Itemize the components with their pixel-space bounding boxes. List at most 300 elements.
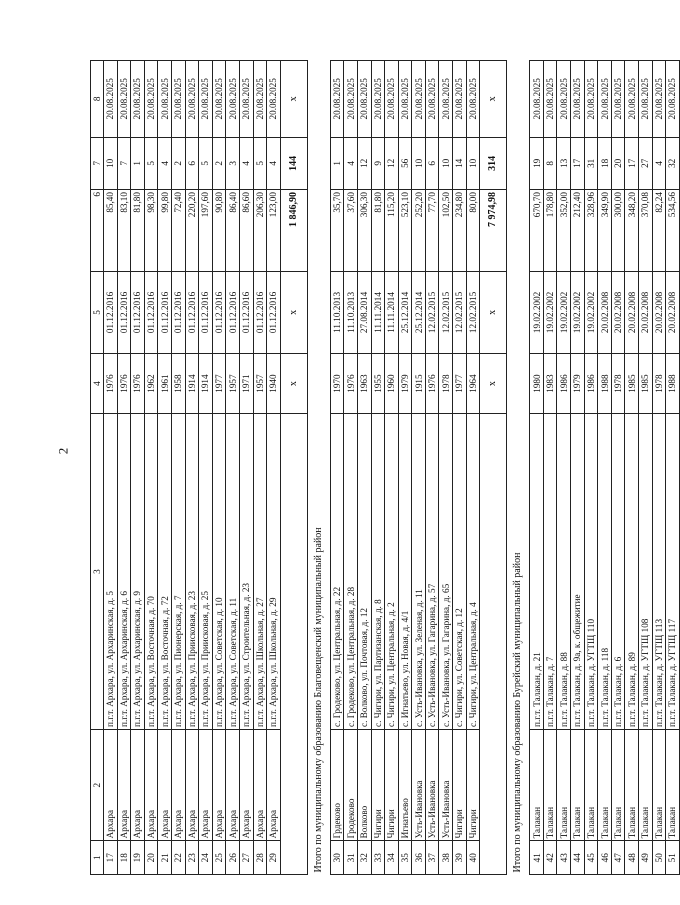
area-cell: 234,80 [453, 190, 467, 272]
row-number-cell: 26 [226, 841, 240, 875]
relocation-date-cell: 20.08.2025 [425, 61, 439, 138]
build-year-cell: 1977 [453, 353, 467, 413]
area-cell: 670,70 [530, 190, 544, 272]
recognition-date-cell: 20.02.2008 [639, 271, 653, 353]
relocation-date-cell: 20.08.2025 [171, 61, 185, 138]
total-blag [480, 61, 530, 875]
header-col-1: 1 [91, 841, 104, 875]
row-number-cell: 38 [439, 841, 453, 875]
area-cell: 86,40 [226, 190, 240, 272]
relocation-date-cell: 20.08.2025 [185, 61, 199, 138]
area-cell: 523,10 [398, 190, 412, 272]
relocation-date-cell: 20.08.2025 [557, 61, 571, 138]
relocation-date-cell: 20.08.2025 [652, 61, 666, 138]
total-label [480, 414, 507, 875]
table-row [104, 61, 118, 875]
build-year-cell: 1976 [117, 353, 131, 413]
header-col-8: 8 [91, 61, 104, 138]
table-row [185, 61, 199, 875]
recognition-date-cell: 12.02.2015 [453, 271, 467, 353]
row-number-cell: 46 [598, 841, 612, 875]
area-cell: 328,96 [584, 190, 598, 272]
section-title-row [507, 61, 530, 875]
table-row [171, 61, 185, 875]
address-cell: п.г.т. Талакан, д. 88 [557, 414, 571, 730]
recognition-date-cell: 01.12.2016 [104, 271, 118, 353]
table-row [385, 61, 399, 875]
settlement-cell: Чигири [385, 729, 399, 840]
address-cell: с. Усть-Ивановка, ул. Гагарина, д. 57 [425, 414, 439, 730]
area-cell: 178,80 [543, 190, 557, 272]
row-number-cell: 30 [330, 841, 344, 875]
table-row [267, 61, 281, 875]
address-cell: п.г.т. Талакан, д. УГТЩ 113 [652, 414, 666, 730]
address-cell: с. Волково, ул. Почтовая, д. 12 [357, 414, 371, 730]
residents-cell: 1 [131, 137, 145, 189]
settlement-cell: Усть-Ивановка [439, 729, 453, 840]
relocation-date-cell: 20.08.2025 [131, 61, 145, 138]
relocation-date-cell: 20.08.2025 [226, 61, 240, 138]
area-cell: 102,50 [439, 190, 453, 272]
row-number-cell: 41 [530, 841, 544, 875]
row-number-cell: 43 [557, 841, 571, 875]
area-cell: 99,80 [158, 190, 172, 272]
residents-cell: 14 [453, 137, 467, 189]
settlement-cell: Чигири [466, 729, 480, 840]
build-year-cell: 1914 [199, 353, 213, 413]
settlement-cell: Талакан [652, 729, 666, 840]
area-cell: 348,20 [625, 190, 639, 272]
row-number-cell: 45 [584, 841, 598, 875]
recognition-date-cell: 25.12.2014 [412, 271, 426, 353]
area-cell: 123,00 [267, 190, 281, 272]
build-year-cell: 1961 [158, 353, 172, 413]
table-row [226, 61, 240, 875]
total-label [280, 414, 307, 875]
settlement-cell: Архара [267, 729, 281, 840]
build-year-cell: 1986 [584, 353, 598, 413]
address-cell: п.г.т. Архара, ул. Строительная, д. 23 [239, 414, 253, 730]
address-cell: п.г.т. Архара, ул. Советская, д. 11 [226, 414, 240, 730]
address-cell: п.г.т. Талакан, д. 21 [530, 414, 544, 730]
row-number-cell: 22 [171, 841, 185, 875]
settlement-cell: Чигири [453, 729, 467, 840]
table-row [117, 61, 131, 875]
page-number: 2 [55, 447, 71, 455]
row-number-cell: 47 [611, 841, 625, 875]
build-year-cell: 1988 [666, 353, 680, 413]
relocation-date-cell: 20.08.2025 [625, 61, 639, 138]
header-row [91, 61, 104, 875]
recognition-date-cell: 01.12.2016 [185, 271, 199, 353]
residents-cell: 12 [385, 137, 399, 189]
relocation-date-cell: 20.08.2025 [598, 61, 612, 138]
residents-cell: 4 [158, 137, 172, 189]
area-cell: 206,30 [253, 190, 267, 272]
recognition-date-cell: 11.10.2013 [344, 271, 358, 353]
settlement-cell: Талакан [639, 729, 653, 840]
build-year-cell: 1964 [466, 353, 480, 413]
row-number-cell: 37 [425, 841, 439, 875]
total-year: х [480, 353, 507, 413]
address-cell: с. Усть-Ивановка, ул. Зеленая, д. 11 [412, 414, 426, 730]
address-cell: п.г.т. Архара, ул. Восточная, д. 72 [158, 414, 172, 730]
table-row [598, 61, 612, 875]
residents-cell: 10 [412, 137, 426, 189]
relocation-date-cell: 20.08.2025 [439, 61, 453, 138]
recognition-date-cell: 19.02.2002 [571, 271, 585, 353]
residents-cell: 12 [357, 137, 371, 189]
row-number-cell: 20 [144, 841, 158, 875]
settlement-cell: Архара [158, 729, 172, 840]
header-col-4: 4 [91, 353, 104, 413]
recognition-date-cell: 19.02.2002 [543, 271, 557, 353]
settlement-cell: Архара [185, 729, 199, 840]
residents-cell: 32 [666, 137, 680, 189]
header-col-6: 6 [91, 190, 104, 272]
recognition-date-cell: 19.02.2002 [584, 271, 598, 353]
relocation-date-cell: 20.08.2025 [267, 61, 281, 138]
address-cell: п.г.т. Архара, ул. Восточная, д. 70 [144, 414, 158, 730]
row-number-cell: 21 [158, 841, 172, 875]
address-cell: п.г.т. Талакан, д. УГТЩ 110 [584, 414, 598, 730]
table-row [666, 61, 680, 875]
total-area: 1 846,90 [280, 190, 307, 272]
recognition-date-cell: 01.12.2016 [267, 271, 281, 353]
row-number-cell: 24 [199, 841, 213, 875]
address-cell: п.г.т. Талакан, д. УГТЩ 117 [666, 414, 680, 730]
area-cell: 72,40 [171, 190, 185, 272]
area-cell: 306,30 [357, 190, 371, 272]
relocation-date-cell: 20.08.2025 [611, 61, 625, 138]
recognition-date-cell: 01.12.2016 [226, 271, 240, 353]
build-year-cell: 1963 [357, 353, 371, 413]
section-title-blag: Итого по муниципальному образованию Благовещенский муниципальный район [312, 527, 324, 873]
relocation-date-cell: 20.08.2025 [330, 61, 344, 138]
total-date: х [480, 271, 507, 353]
settlement-cell: Архара [199, 729, 213, 840]
relocation-date-cell: 20.08.2025 [571, 61, 585, 138]
row-number-cell: 27 [239, 841, 253, 875]
table-row [466, 61, 480, 875]
row-number-cell: 51 [666, 841, 680, 875]
relocation-date-cell: 20.08.2025 [371, 61, 385, 138]
residents-cell: 4 [344, 137, 358, 189]
settlement-cell: Грдеково [330, 729, 344, 840]
total-area: 7 974,98 [480, 190, 507, 272]
area-cell: 197,60 [199, 190, 213, 272]
settlement-cell: Архара [253, 729, 267, 840]
residents-cell: 5 [144, 137, 158, 189]
relocation-date-cell: 20.08.2025 [357, 61, 371, 138]
table-row [439, 61, 453, 875]
row-number-cell: 19 [131, 841, 145, 875]
residents-cell: 7 [117, 137, 131, 189]
total-people: 144 [280, 137, 307, 189]
row-number-cell: 42 [543, 841, 557, 875]
address-cell: с. Усть-Ивановка, ул. Гагарина, д. 65 [439, 414, 453, 730]
build-year-cell: 1976 [131, 353, 145, 413]
table-row [557, 61, 571, 875]
table-row [131, 61, 145, 875]
residents-cell: 18 [598, 137, 612, 189]
relocation-date-cell: 20.08.2025 [158, 61, 172, 138]
section-title-bur: Итого по муниципальному образованию Бурейский муниципальный район [512, 552, 524, 873]
settlement-cell: Гродеково [344, 729, 358, 840]
residents-cell: 1 [330, 137, 344, 189]
table-row [543, 61, 557, 875]
build-year-cell: 1960 [385, 353, 399, 413]
residents-cell: 17 [571, 137, 585, 189]
table-row [199, 61, 213, 875]
table-row [371, 61, 385, 875]
relocation-date-cell: 20.08.2025 [104, 61, 118, 138]
relocation-date-cell: 20.08.2025 [466, 61, 480, 138]
group-blag [330, 61, 480, 875]
area-cell: 352,00 [557, 190, 571, 272]
area-cell: 115,20 [385, 190, 399, 272]
build-year-cell: 1958 [171, 353, 185, 413]
settlement-cell: Архара [131, 729, 145, 840]
recognition-date-cell: 25.12.2014 [398, 271, 412, 353]
relocation-date-cell: 20.08.2025 [584, 61, 598, 138]
relocation-date-cell: 20.08.2025 [530, 61, 544, 138]
build-year-cell: 1983 [543, 353, 557, 413]
relocation-date-cell: 20.08.2025 [543, 61, 557, 138]
settlement-cell: Талакан [557, 729, 571, 840]
settlement-cell: Волково [357, 729, 371, 840]
relocation-date-cell: 20.08.2025 [398, 61, 412, 138]
address-cell: с. Чигири, ул. Советская, д. 12 [453, 414, 467, 730]
area-cell: 83,10 [117, 190, 131, 272]
build-year-cell: 1986 [557, 353, 571, 413]
build-year-cell: 1962 [144, 353, 158, 413]
address-cell: с. Чигири, ул. Центральная, д. 4 [466, 414, 480, 730]
address-cell: с. Гродеково, ул. Центральная, д. 28 [344, 414, 358, 730]
address-cell: п.г.т. Талакан, д. 9а, к. общежитие [571, 414, 585, 730]
residents-cell: 19 [530, 137, 544, 189]
area-cell: 85,40 [104, 190, 118, 272]
residents-cell: 4 [652, 137, 666, 189]
recognition-date-cell: 01.12.2016 [158, 271, 172, 353]
settlement-cell: Талакан [543, 729, 557, 840]
header-col-3: 3 [91, 414, 104, 730]
group-bur [530, 61, 680, 875]
table-sheet [90, 60, 678, 875]
recognition-date-cell: 20.02.2008 [652, 271, 666, 353]
table-row [212, 61, 226, 875]
residents-cell: 5 [199, 137, 213, 189]
row-number-cell: 17 [104, 841, 118, 875]
build-year-cell: 1985 [625, 353, 639, 413]
build-year-cell: 1957 [226, 353, 240, 413]
address-cell: п.г.т. Архара, ул. Архаринская, д. 5 [104, 414, 118, 730]
settlement-cell: Архара [117, 729, 131, 840]
row-number-cell: 50 [652, 841, 666, 875]
build-year-cell: 1955 [371, 353, 385, 413]
row-number-cell: 40 [466, 841, 480, 875]
relocation-date-cell: 20.08.2025 [639, 61, 653, 138]
residents-cell: 4 [267, 137, 281, 189]
table-row [530, 61, 544, 875]
address-cell: п.г.т. Архара, ул. Пионерская, д. 7 [171, 414, 185, 730]
area-cell: 212,40 [571, 190, 585, 272]
settlement-cell: Талакан [666, 729, 680, 840]
recognition-date-cell: 27.08.2014 [357, 271, 371, 353]
table-rotated [90, 60, 678, 875]
residents-cell: 27 [639, 137, 653, 189]
recognition-date-cell: 20.02.2008 [611, 271, 625, 353]
table-row [639, 61, 653, 875]
recognition-date-cell: 01.12.2016 [239, 271, 253, 353]
residents-cell: 4 [239, 137, 253, 189]
table-row [253, 61, 267, 875]
table-row [144, 61, 158, 875]
row-number-cell: 33 [371, 841, 385, 875]
address-cell: п.г.т. Талакан, д. 7 [543, 414, 557, 730]
settlement-cell: Усть-Ивановка [412, 729, 426, 840]
relocation-date-cell: 20.08.2025 [453, 61, 467, 138]
table-row [357, 61, 371, 875]
settlement-cell: Архара [144, 729, 158, 840]
table-row [611, 61, 625, 875]
recognition-date-cell: 19.02.2002 [530, 271, 544, 353]
address-cell: с. Чигири, ул. Центральная, д. 2 [385, 414, 399, 730]
residents-cell: 20 [611, 137, 625, 189]
row-number-cell: 29 [267, 841, 281, 875]
table-row [425, 61, 439, 875]
build-year-cell: 1971 [239, 353, 253, 413]
row-number-cell: 28 [253, 841, 267, 875]
address-cell: п.г.т. Талакан, д. 89 [625, 414, 639, 730]
table-row [330, 61, 344, 875]
recognition-date-cell: 12.02.2015 [425, 271, 439, 353]
table-row [453, 61, 467, 875]
area-cell: 90,80 [212, 190, 226, 272]
row-number-cell: 48 [625, 841, 639, 875]
build-year-cell: 1979 [571, 353, 585, 413]
address-cell: п.г.т. Талакан, д. 118 [598, 414, 612, 730]
table-row [158, 61, 172, 875]
build-year-cell: 1978 [611, 353, 625, 413]
area-cell: 300,00 [611, 190, 625, 272]
recognition-date-cell: 19.02.2002 [557, 271, 571, 353]
recognition-date-cell: 01.12.2016 [199, 271, 213, 353]
relocation-date-cell: 20.08.2025 [199, 61, 213, 138]
row-number-cell: 44 [571, 841, 585, 875]
recognition-date-cell: 11.11.2014 [385, 271, 399, 353]
area-cell: 81,80 [131, 190, 145, 272]
address-cell: п.г.т. Талакан, д. 6 [611, 414, 625, 730]
total-end: х [480, 61, 507, 138]
address-cell: п.г.т. Архара, ул. Приисковая, д. 25 [199, 414, 213, 730]
area-cell: 80,00 [466, 190, 480, 272]
recognition-date-cell: 11.10.2013 [330, 271, 344, 353]
build-year-cell: 1977 [212, 353, 226, 413]
area-cell: 252,20 [412, 190, 426, 272]
residents-cell: 56 [398, 137, 412, 189]
table-row [344, 61, 358, 875]
area-cell: 77,70 [425, 190, 439, 272]
row-number-cell: 31 [344, 841, 358, 875]
total-row [480, 61, 507, 875]
recognition-date-cell: 01.12.2016 [131, 271, 145, 353]
relocation-date-cell: 20.08.2025 [412, 61, 426, 138]
row-number-cell: 25 [212, 841, 226, 875]
row-number-cell: 39 [453, 841, 467, 875]
residents-cell: 2 [171, 137, 185, 189]
address-cell: с. Чигири, ул. Партизанская, д. 8 [371, 414, 385, 730]
table-row [412, 61, 426, 875]
settlement-cell: Талакан [625, 729, 639, 840]
area-cell: 370,08 [639, 190, 653, 272]
recognition-date-cell: 20.02.2008 [598, 271, 612, 353]
settlement-cell: Игнатьево [398, 729, 412, 840]
settlement-cell: Архара [226, 729, 240, 840]
area-cell: 81,80 [371, 190, 385, 272]
residents-cell: 9 [371, 137, 385, 189]
area-cell: 37,60 [344, 190, 358, 272]
settlement-cell: Чигири [371, 729, 385, 840]
build-year-cell: 1940 [267, 353, 281, 413]
total-row [280, 61, 307, 875]
table-row [584, 61, 598, 875]
area-cell: 98,30 [144, 190, 158, 272]
header-col-7: 7 [91, 137, 104, 189]
row-number-cell: 18 [117, 841, 131, 875]
recognition-date-cell: 01.12.2016 [253, 271, 267, 353]
settlement-cell: Усть-Ивановка [425, 729, 439, 840]
total-year: х [280, 353, 307, 413]
relocation-date-cell: 20.08.2025 [144, 61, 158, 138]
build-year-cell: 1985 [639, 353, 653, 413]
relocation-date-cell: 20.08.2025 [385, 61, 399, 138]
residents-cell: 2 [212, 137, 226, 189]
residents-cell: 17 [625, 137, 639, 189]
area-cell: 35,70 [330, 190, 344, 272]
settlement-cell: Талакан [598, 729, 612, 840]
row-number-cell: 49 [639, 841, 653, 875]
settlement-cell: Талакан [530, 729, 544, 840]
address-cell: п.г.т. Архара, ул. Архаринская, д. 9 [131, 414, 145, 730]
relocation-date-cell: 20.08.2025 [117, 61, 131, 138]
residents-cell: 6 [185, 137, 199, 189]
build-year-cell: 1979 [398, 353, 412, 413]
address-cell: п.г.т. Архара, ул. Архаринская, д. 6 [117, 414, 131, 730]
relocation-date-cell: 20.08.2025 [212, 61, 226, 138]
address-cell: п.г.т. Архара, ул. Школьная, д. 27 [253, 414, 267, 730]
group-arhara [104, 61, 281, 875]
relocation-date-cell: 20.08.2025 [253, 61, 267, 138]
total-people: 314 [480, 137, 507, 189]
build-year-cell: 1980 [530, 353, 544, 413]
build-year-cell: 1957 [253, 353, 267, 413]
row-number-cell: 35 [398, 841, 412, 875]
residents-cell: 3 [226, 137, 240, 189]
address-cell: с. Игнатьево, ул. Новая, д. 4/1 [398, 414, 412, 730]
relocation-date-cell: 20.08.2025 [239, 61, 253, 138]
residents-cell: 10 [439, 137, 453, 189]
residents-cell: 8 [543, 137, 557, 189]
settlement-cell: Архара [239, 729, 253, 840]
table-row [398, 61, 412, 875]
settlement-cell: Талакан [571, 729, 585, 840]
area-cell: 86,60 [239, 190, 253, 272]
settlement-cell: Талакан [584, 729, 598, 840]
table-row [652, 61, 666, 875]
build-year-cell: 1970 [330, 353, 344, 413]
section-title-row [307, 61, 330, 875]
